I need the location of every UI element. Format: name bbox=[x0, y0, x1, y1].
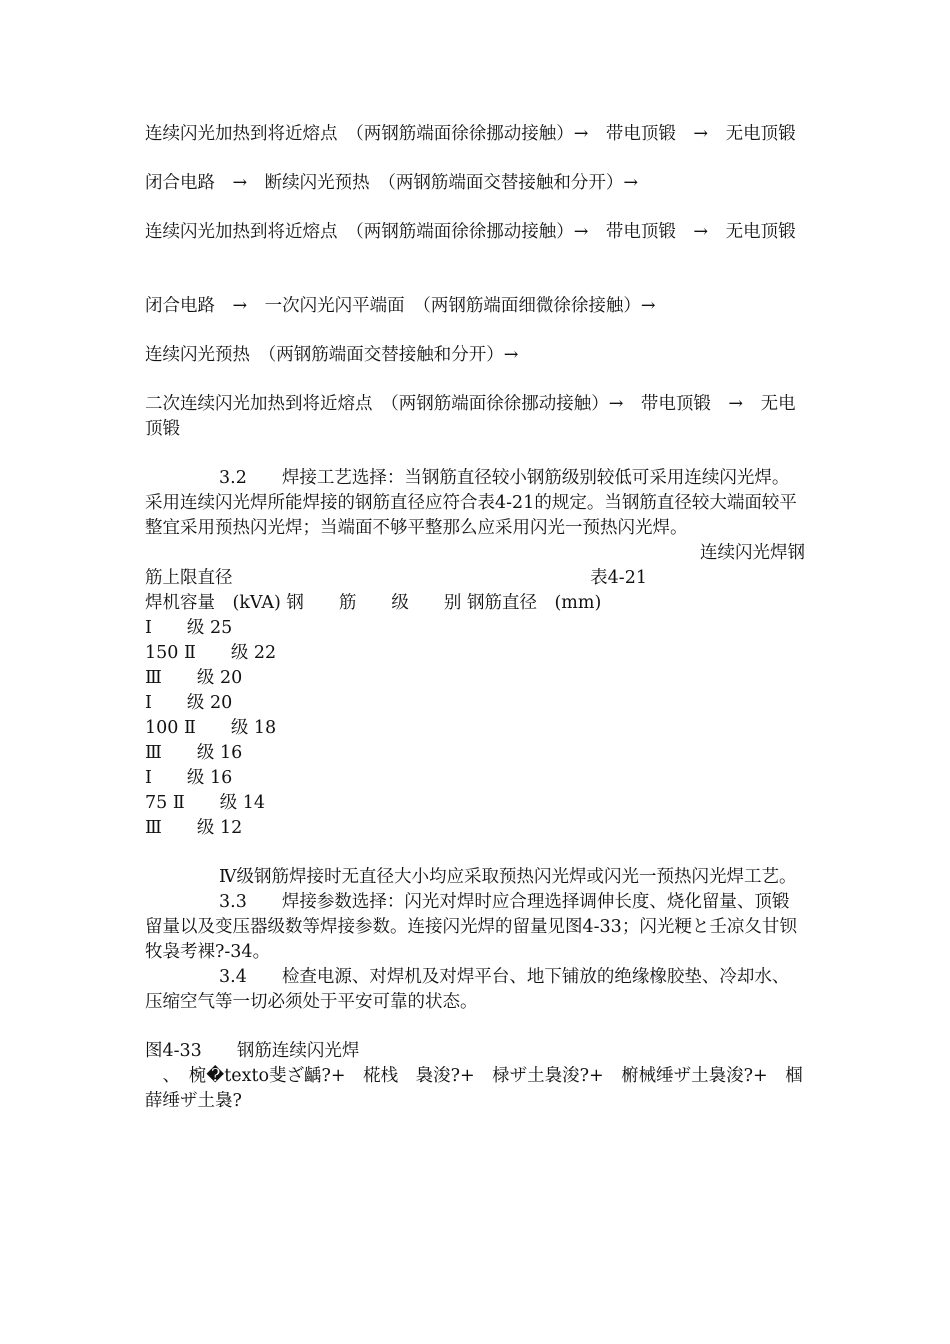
table-row: Ⅰ 级 25 bbox=[145, 618, 233, 638]
table-row: Ⅲ 级 12 bbox=[145, 818, 243, 838]
note-grade-iv-paragraph: Ⅳ级钢筋焊接时无直径大小均应采取预热闪光焊或闪光一预热闪光焊工艺。 bbox=[219, 867, 797, 887]
flow-b-line-1: 闭合电路 → 断续闪光预热 （两钢筋端面交替接触和分开）→ bbox=[145, 173, 639, 193]
table-row: 150 Ⅱ 级 22 bbox=[145, 643, 277, 663]
table-row: 100 Ⅱ 级 18 bbox=[145, 718, 277, 738]
table-title-left: 筋上限直径 bbox=[145, 568, 233, 588]
table-row: Ⅲ 级 20 bbox=[145, 668, 243, 688]
flow-c-line-2: 连续闪光预热 （两钢筋端面交替接触和分开）→ bbox=[145, 345, 519, 365]
flow-c-line-3: 二次连续闪光加热到将近熔点 （两钢筋端面徐徐挪动接触）→ 带电顶锻 → 无电顶锻 bbox=[145, 394, 796, 439]
table-row: Ⅲ 级 16 bbox=[145, 743, 243, 763]
garbled-text-line: 、 椀�texto斐ざ齲?+ 椛栈 裊浚?+ 椂ザ土裊浚?+ 椨械缍ザ土裊浚?+ 椢薛缍ザ土裊? bbox=[145, 1066, 803, 1111]
section-3-2-paragraph: 3.2 焊接工艺选择：当钢筋直径较小钢筋级别较低可采用连续闪光焊。采用连续闪光焊所能焊接的钢筋直径应符合表4-21的规定。当钢筋直径较大端面较平整宜采用预热闪光焊；当端面不够平整那么应采用闪光一预热闪光焊。 bbox=[145, 468, 797, 538]
flow-c-line-1: 闭合电路 → 一次闪光闪平端面 （两钢筋端面细微徐徐接触）→ bbox=[145, 296, 656, 316]
flow-b-line-2: 连续闪光加热到将近熔点 （两钢筋端面徐徐挪动接触）→ 带电顶锻 → 无电顶锻 bbox=[145, 222, 796, 242]
table-row: 75 Ⅱ 级 14 bbox=[145, 793, 266, 813]
table-row: Ⅰ 级 20 bbox=[145, 693, 233, 713]
figure-caption: 图4-33 钢筋连续闪光焊 bbox=[145, 1041, 360, 1061]
table-caption-row bbox=[145, 566, 805, 591]
flow-a-line-1: 连续闪光加热到将近熔点 （两钢筋端面徐徐挪动接触）→ 带电顶锻 → 无电顶锻 bbox=[145, 124, 796, 144]
table-row: Ⅰ 级 16 bbox=[145, 768, 233, 788]
table-number: 表4-21 bbox=[590, 568, 647, 588]
table-title-right: 连续闪光焊钢 bbox=[700, 543, 805, 563]
document-body bbox=[145, 122, 805, 1114]
section-3-3-paragraph: 3.3 焊接参数选择：闪光对焊时应合理选择调伸长度、烧化留量、顶锻留量以及变压器级数等焊接参数。连接闪光焊的留量见图4-33；闪光粳と壬凉夂甘钡牧袅考裸?-34。 bbox=[145, 892, 797, 962]
table-header: 焊机容量 (kVA) 钢 筋 级 别 钢筋直径 (mm) bbox=[145, 593, 602, 613]
section-3-4-paragraph: 3.4 检查电源、对焊机及对焊平台、地下铺放的绝缘橡胶垫、冷却水、压缩空气等一切必须处于平安可靠的状态。 bbox=[145, 967, 790, 1012]
